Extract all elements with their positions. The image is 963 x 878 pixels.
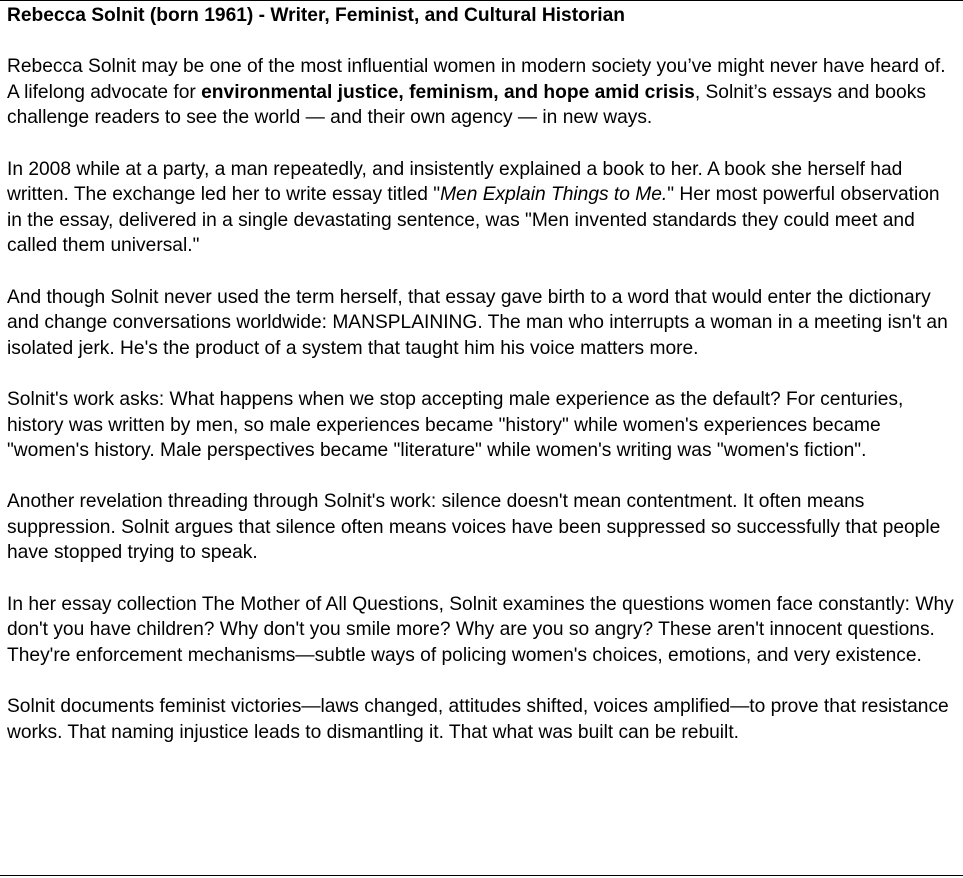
- paragraph-victories: [7, 694, 957, 745]
- document-title: Rebecca Solnit (born 1961) - Writer, Feminist, and Cultural Historian: [7, 5, 626, 26]
- document-body: [7, 3, 957, 745]
- paragraph-silence: [7, 489, 957, 566]
- paragraph-text: In 2008 while at a party, a man repeatedly, and insistently explained a book to her. A book she herself had written. The exchange led her to write essay titled ": [7, 158, 903, 206]
- paragraph-bold-text: environmental justice, feminism, and hope amid crisis: [201, 81, 695, 103]
- paragraph-text: Rebecca Solnit may be one of the most influential women in modern society you’ve might never have heard of. A lifelong advocate for: [7, 56, 946, 103]
- paragraph-text: In her essay collection The Mother of All Questions, Solnit examines the questions women face constantly: Why don't you have children? Why don't you smile more? Why are you so angry? These aren't innocent questions. They're enforcement mechanisms—subtle ways of policing women's choices, emotions, and very existence.: [7, 593, 954, 666]
- paragraph-text: And though Solnit never used the term herself, that essay gave birth to a word that would enter the dictionary and change conversations worldwide: MANSPLAINING. The man who interrupts a woman in a meeting isn't an isolated jerk. He's the product of a system that taught him his voice matters more.: [7, 286, 948, 359]
- paragraph-text: Solnit's work asks: What happens when we stop accepting male experience as the default? For centuries, history was written by men, so male experiences became "history" while women's experiences became "women's history. Male perspectives became "literature" while women's writing was "women's fiction".: [7, 388, 904, 462]
- paragraph-intro: [7, 54, 957, 131]
- paragraph-default-experience: [7, 387, 957, 464]
- paragraph-text: Another revelation threading through Solnit's work: silence doesn't mean contentment. It often means suppression. Solnit argues that silence often means voices have been suppressed so successfully that people have stopped trying to speak.: [7, 491, 941, 564]
- paragraph-text: , Solnit’s essays and books challenge readers to see the world — and their own agency — in new ways.: [7, 81, 926, 129]
- paragraph-text: Solnit documents feminist victories—laws changed, attitudes shifted, voices amplified—to prove that resistance works. That naming injustice leads to dismantling it. That what was built can be rebuilt.: [7, 696, 949, 743]
- paragraph-text: " Her most powerful observation in the essay, delivered in a single devastating sentence, was "Men invented standards they could meet and called them universal.": [7, 184, 940, 257]
- paragraph-mansplaining: [7, 285, 957, 362]
- paragraph-italic-text: Men Explain Things to Me.: [440, 184, 668, 206]
- paragraph-mother-of-all-questions: [7, 592, 957, 669]
- paragraph-men-explain: [7, 157, 957, 259]
